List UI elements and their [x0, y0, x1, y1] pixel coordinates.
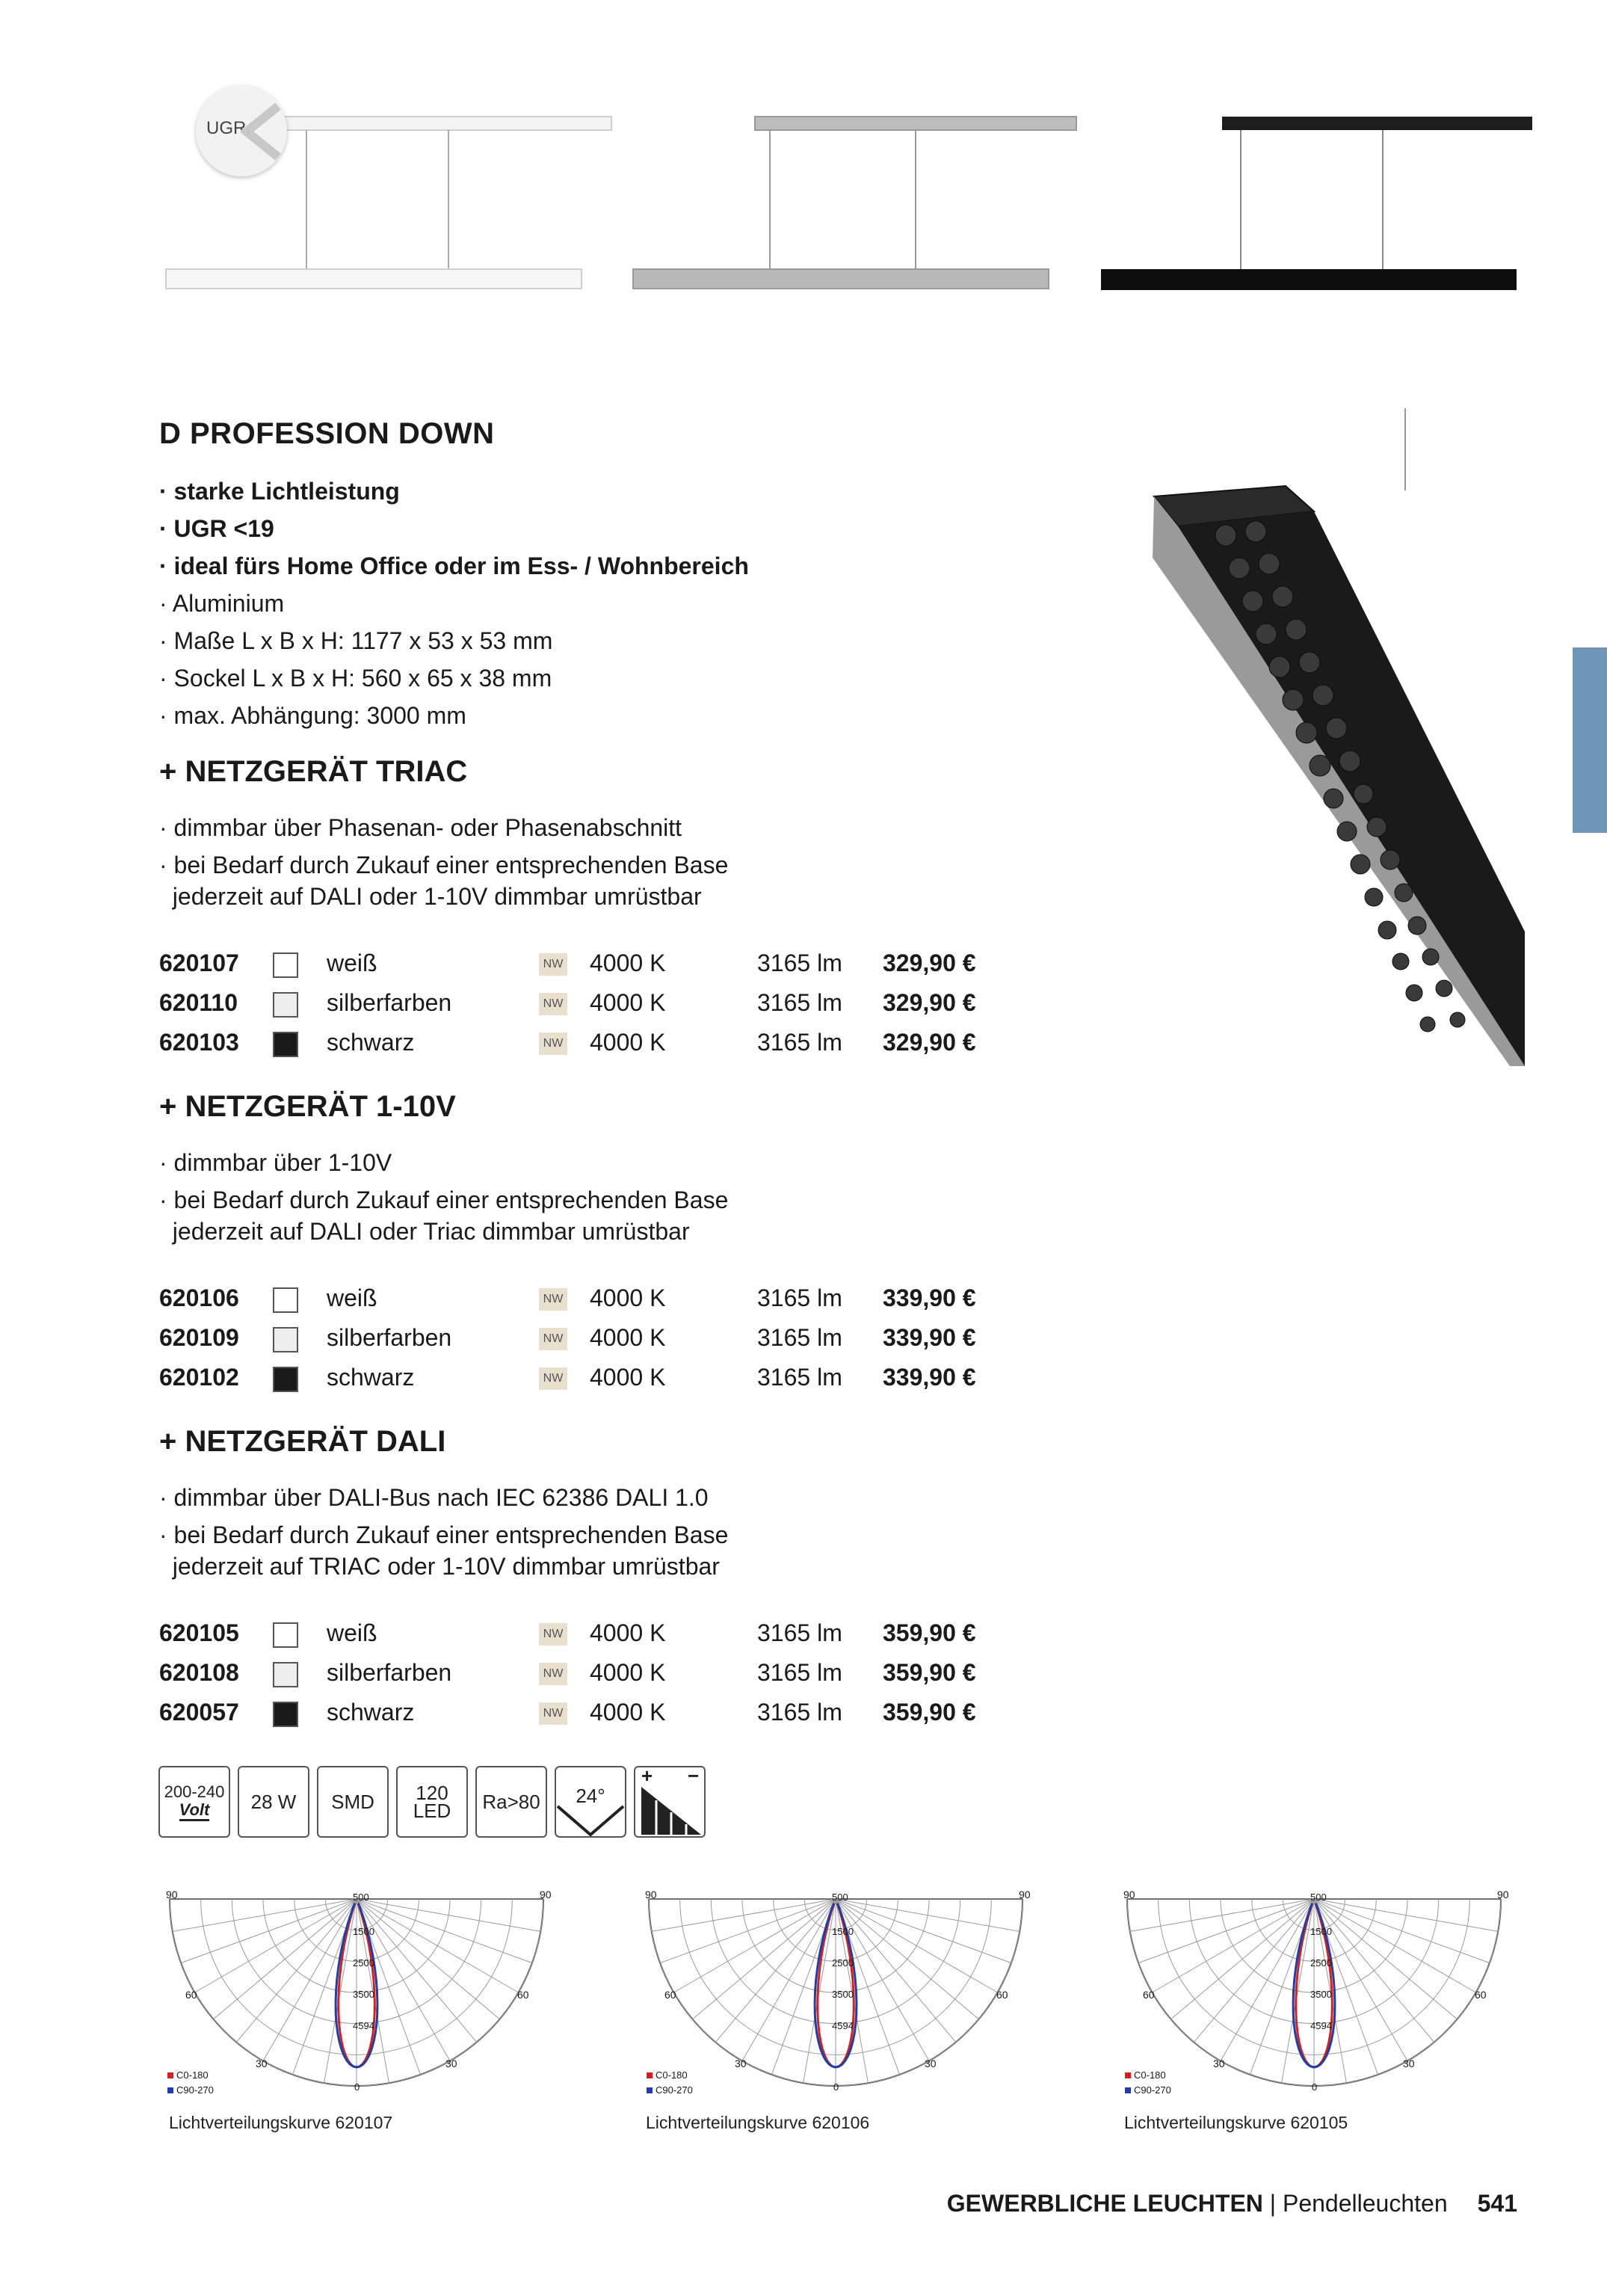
- legend-c90-marker: [167, 2087, 173, 2093]
- smd-icon: [317, 1766, 389, 1838]
- legend-c0-label: C0-180: [656, 2069, 688, 2081]
- bullet-item: · bei Bedarf durch Zukauf einer entsprechenden Base: [159, 1187, 729, 1213]
- nw-badge: NW: [539, 1663, 567, 1685]
- bullet-item: · bei Bedarf durch Zukauf einer entsprechenden Base: [159, 1521, 729, 1548]
- angle-label-30: 30: [1403, 2058, 1415, 2069]
- lumen: 3165 lm: [757, 1324, 842, 1351]
- angle-label-0: 0: [1312, 2081, 1318, 2093]
- article-number: 620108: [159, 1659, 239, 1686]
- price: 359,90 €: [883, 1699, 976, 1726]
- footer-section: GEWERBLICHE LEUCHTEN: [946, 2190, 1263, 2217]
- legend-c0-marker: [647, 2072, 653, 2078]
- voltage-icon: [158, 1766, 230, 1838]
- bullet-item: jederzeit auf TRIAC oder 1-10V dimmbar umrüstbar: [159, 1553, 720, 1580]
- angle-label-90: 90: [1123, 1889, 1135, 1900]
- voltage-range: 200-240: [164, 1782, 225, 1801]
- color-swatch: [273, 1702, 298, 1727]
- article-number: 620057: [159, 1699, 239, 1726]
- angle-label-0: 0: [354, 2081, 360, 2093]
- lumen: 3165 lm: [757, 1364, 842, 1391]
- section-heading-triac: + NETZGERÄT TRIAC: [159, 755, 468, 788]
- bullet-item: · dimmbar über DALI-Bus nach IEC 62386 DALI 1.0: [159, 1484, 709, 1511]
- section-heading-1-10v: + NETZGERÄT 1-10V: [159, 1090, 456, 1123]
- angle-label-30: 30: [445, 2058, 457, 2069]
- nw-badge: NW: [539, 1367, 567, 1390]
- color-temperature: 4000 K: [590, 1324, 666, 1351]
- legend-c90-label: C90-270: [176, 2084, 214, 2096]
- ring-label: 500: [353, 1892, 369, 1903]
- wattage-icon: [238, 1766, 309, 1838]
- beam-angle-icon: [555, 1766, 626, 1838]
- wattage-value: 28 W: [250, 1791, 297, 1813]
- feature-item: · Sockel L x B x H: 560 x 65 x 38 mm: [159, 665, 552, 692]
- legend-c90-marker: [1125, 2087, 1131, 2093]
- silver-variant-lamp: [633, 117, 1076, 289]
- article-number: 620103: [159, 1029, 239, 1056]
- feature-item: · Maße L x B x H: 1177 x 53 x 53 mm: [159, 627, 553, 654]
- color-swatch: [273, 992, 298, 1018]
- color-swatch: [273, 1367, 298, 1392]
- color-name: schwarz: [327, 1699, 415, 1726]
- ugr-badge-label: UGR: [206, 118, 247, 138]
- angle-label-90: 90: [540, 1889, 552, 1900]
- angle-label-60: 60: [1143, 1989, 1155, 2001]
- lumen: 3165 lm: [757, 1699, 842, 1726]
- lamp-detail-image: [1136, 408, 1525, 1066]
- page-number: 541: [1477, 2190, 1517, 2217]
- color-name: silberfarben: [327, 989, 452, 1016]
- product-row: [159, 1653, 981, 1690]
- ring-label: 1500: [353, 1926, 374, 1937]
- product-row: [159, 1693, 981, 1730]
- led-label: LED: [413, 1800, 451, 1822]
- color-name: schwarz: [327, 1029, 415, 1056]
- less-than-icon: [241, 102, 286, 161]
- ring-label: 1500: [1310, 1926, 1332, 1937]
- nw-badge: NW: [539, 1702, 567, 1725]
- legend-c0-label: C0-180: [1134, 2069, 1166, 2081]
- product-row: [159, 1023, 981, 1060]
- product-row: [159, 1358, 981, 1395]
- price: 359,90 €: [883, 1659, 976, 1686]
- black-variant-lamp: [1101, 117, 1532, 290]
- lumen: 3165 lm: [757, 1029, 842, 1056]
- color-temperature: 4000 K: [590, 1029, 666, 1056]
- angle-label-60: 60: [185, 1989, 197, 2001]
- polar-diagram-620107: [158, 1889, 555, 2116]
- ugr-badge: [196, 85, 287, 176]
- product-variants-image: [149, 90, 1532, 314]
- color-name: weiß: [327, 950, 377, 976]
- ring-label: 2500: [353, 1957, 374, 1969]
- color-swatch: [273, 1662, 298, 1687]
- nw-badge: NW: [539, 1288, 567, 1311]
- price: 329,90 €: [883, 989, 976, 1016]
- product-row: [159, 983, 981, 1021]
- legend-c90-marker: [647, 2087, 653, 2093]
- polar-caption: Lichtverteilungskurve 620106: [646, 2113, 870, 2132]
- ring-label: 4594: [1310, 2020, 1332, 2031]
- plus-icon: +: [641, 1764, 653, 1787]
- angle-label-90: 90: [1497, 1889, 1509, 1900]
- chapter-tab: [1573, 647, 1607, 833]
- ring-label: 3500: [1310, 1989, 1332, 2000]
- lumen: 3165 lm: [757, 989, 842, 1016]
- angle-label-30: 30: [925, 2058, 937, 2069]
- minus-icon: −: [688, 1764, 700, 1787]
- nw-badge: NW: [539, 1623, 567, 1646]
- bullet-item: · bei Bedarf durch Zukauf einer entsprechenden Base: [159, 852, 729, 878]
- ring-label: 4594: [832, 2020, 854, 2031]
- ring-label: 1500: [832, 1926, 854, 1937]
- price: 339,90 €: [883, 1364, 976, 1391]
- bullet-item: · dimmbar über 1-10V: [159, 1149, 392, 1176]
- product-row: [159, 1278, 981, 1316]
- color-name: silberfarben: [327, 1659, 452, 1686]
- angle-label-30: 30: [735, 2058, 747, 2069]
- price: 329,90 €: [883, 950, 976, 976]
- article-number: 620110: [159, 989, 238, 1016]
- color-temperature: 4000 K: [590, 989, 666, 1016]
- triac-bullets: [159, 812, 728, 912]
- page-footer: [947, 2190, 1517, 2217]
- feature-item: · ideal fürs Home Office oder im Ess- / Wohnbereich: [159, 553, 749, 579]
- color-name: weiß: [327, 1284, 377, 1311]
- product-title: D PROFESSION DOWN: [159, 417, 495, 450]
- dali-bullets: [159, 1482, 728, 1582]
- led-count: 120: [416, 1782, 448, 1804]
- footer-category: Pendelleuchten: [1282, 2190, 1448, 2217]
- polar-caption: Lichtverteilungskurve 620105: [1124, 2113, 1348, 2132]
- dimmable-icon: [634, 1766, 706, 1838]
- nw-badge: NW: [539, 1328, 567, 1350]
- legend-c0-marker: [167, 2072, 173, 2078]
- bullet-item: jederzeit auf DALI oder Triac dimmbar umrüstbar: [159, 1218, 690, 1245]
- color-temperature: 4000 K: [590, 1619, 666, 1646]
- color-swatch: [273, 952, 298, 978]
- color-rendering-icon: [475, 1766, 547, 1838]
- color-swatch: [273, 1287, 298, 1313]
- article-number: 620102: [159, 1364, 239, 1391]
- angle-label-60: 60: [517, 1989, 529, 2001]
- legend-c0-label: C0-180: [176, 2069, 209, 2081]
- article-number: 620107: [159, 950, 239, 976]
- ring-label: 3500: [832, 1989, 854, 2000]
- product-row: [159, 944, 981, 981]
- feature-list: [159, 473, 749, 734]
- footer-separator: |: [1262, 2190, 1283, 2217]
- color-name: weiß: [327, 1619, 377, 1646]
- price: 329,90 €: [883, 1029, 976, 1056]
- ring-label: 2500: [1310, 1957, 1332, 1969]
- ring-label: 500: [1310, 1892, 1327, 1903]
- angle-label-60: 60: [996, 1989, 1008, 2001]
- angle-label-30: 30: [1213, 2058, 1225, 2069]
- angle-label-90: 90: [645, 1889, 657, 1900]
- bullet-item: jederzeit auf DALI oder 1-10V dimmbar umrüstbar: [159, 883, 702, 910]
- color-swatch: [273, 1622, 298, 1648]
- article-number: 620109: [159, 1324, 239, 1351]
- ring-label: 2500: [832, 1957, 854, 1969]
- lumen: 3165 lm: [757, 1619, 842, 1646]
- color-name: schwarz: [327, 1364, 415, 1391]
- product-row: [159, 1613, 981, 1651]
- color-temperature: 4000 K: [590, 950, 666, 976]
- angle-label-30: 30: [256, 2058, 268, 2069]
- bullet-item: · dimmbar über Phasenan- oder Phasenabschnitt: [159, 814, 682, 841]
- voltage-unit: Volt: [179, 1801, 210, 1821]
- legend-c90-label: C90-270: [656, 2084, 693, 2096]
- led-count-icon: [396, 1766, 468, 1838]
- color-temperature: 4000 K: [590, 1699, 666, 1726]
- article-number: 620105: [159, 1619, 239, 1646]
- product-row: [159, 1318, 981, 1355]
- color-temperature: 4000 K: [590, 1364, 666, 1391]
- angle-label-60: 60: [1475, 1989, 1487, 2001]
- angle-label-90: 90: [166, 1889, 178, 1900]
- lumen: 3165 lm: [757, 1659, 842, 1686]
- ring-label: 3500: [353, 1989, 374, 2000]
- price: 339,90 €: [883, 1284, 976, 1311]
- feature-item: · starke Lichtleistung: [159, 478, 400, 505]
- beam-angle-value: 24°: [576, 1785, 605, 1807]
- angle-label-90: 90: [1019, 1889, 1031, 1900]
- ring-label: 4594: [353, 2020, 374, 2031]
- nw-badge: NW: [539, 1032, 567, 1055]
- color-temperature: 4000 K: [590, 1284, 666, 1311]
- nw-badge: NW: [539, 993, 567, 1015]
- feature-item: · UGR <19: [159, 515, 274, 542]
- lumen: 3165 lm: [757, 1284, 842, 1311]
- article-number: 620106: [159, 1284, 239, 1311]
- ring-label: 500: [832, 1892, 848, 1903]
- price: 339,90 €: [883, 1324, 976, 1351]
- smd-label: SMD: [331, 1791, 374, 1813]
- color-swatch: [273, 1032, 298, 1057]
- feature-item: · Aluminium: [159, 590, 285, 617]
- feature-item: · max. Abhängung: 3000 mm: [159, 702, 466, 729]
- section-heading-dali: + NETZGERÄT DALI: [159, 1425, 446, 1458]
- polar-caption: Lichtverteilungskurve 620107: [169, 2113, 393, 2132]
- 1-10v-bullets: [159, 1147, 728, 1247]
- nw-badge: NW: [539, 953, 567, 976]
- legend-c0-marker: [1125, 2072, 1131, 2078]
- color-name: silberfarben: [327, 1324, 452, 1351]
- legend-c90-label: C90-270: [1134, 2084, 1171, 2096]
- angle-label-0: 0: [833, 2081, 839, 2093]
- color-temperature: 4000 K: [590, 1659, 666, 1686]
- lumen: 3165 lm: [757, 950, 842, 976]
- color-swatch: [273, 1327, 298, 1352]
- angle-label-60: 60: [664, 1989, 676, 2001]
- ra-value: Ra>80: [482, 1791, 540, 1813]
- price: 359,90 €: [883, 1619, 976, 1646]
- polar-diagram-620106: [638, 1889, 1034, 2116]
- polar-diagram-620105: [1116, 1889, 1512, 2116]
